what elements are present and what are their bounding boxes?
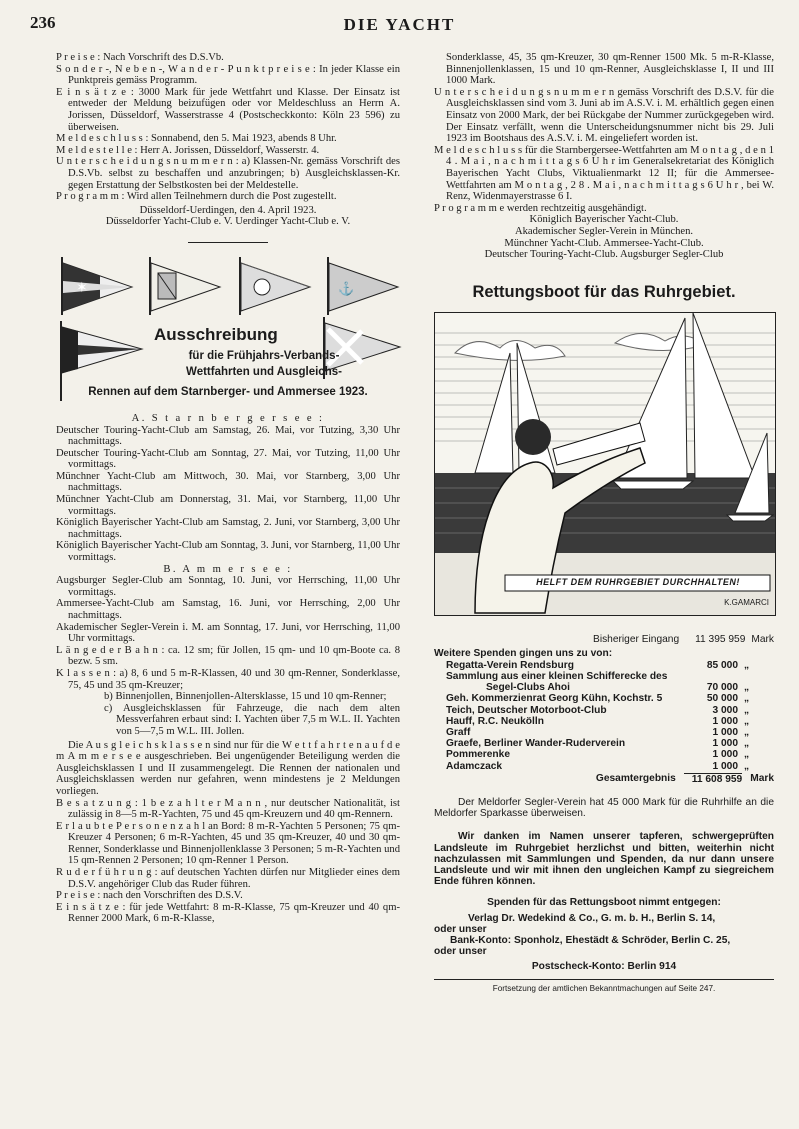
svg-text:⚓: ⚓ xyxy=(338,280,355,296)
prior-amount: 11 395 959 xyxy=(695,634,746,646)
besatzung-paragraph: B e s a t z u n g : 1 b e z a h l t e r M a n n , nur deutscher Nationalität, ist zulässig in 8—5 m-R-Yachten, 75 und 45 qm-Kreuzern und 40 qm-Rennern. xyxy=(56,797,400,821)
donation-list xyxy=(434,660,774,772)
donor-name: Graff xyxy=(446,726,471,738)
list-item: Münchner Yacht-Club am Mittwoch, 30. Mai, vor Starnberg, 3,00 Uhr nachmittags. xyxy=(56,470,400,494)
total-unit: Mark xyxy=(750,772,774,784)
total-label: Gesamtergebnis xyxy=(595,772,676,784)
rettungsboot-title: Rettungsboot für das Ruhrgebiet. xyxy=(472,282,736,301)
donor-name: Geh. Kommerzienrat Georg Kühn, Kochstr. 5 xyxy=(446,693,663,705)
pennant-kbyc-icon xyxy=(238,257,312,315)
einsaetze2-paragraph: E i n s ä t z e : für jede Wettfahrt: 8 m-R-Klasse, 75 qm-Kreuzer und 40 qm-Renner 2000 Mark, 6 m-R-Klasse, xyxy=(56,901,400,925)
donation-amount: 50 000 xyxy=(706,693,738,705)
signing-club-1: Königlich Bayerischer Yacht-Club. xyxy=(529,214,679,226)
ausschreibung-block xyxy=(56,321,400,413)
more-donations-label: Weitere Spenden gingen uns zu von: xyxy=(434,648,613,660)
klassen-c-paragraph: c) Ausgleichsklassen für Fahrzeuge, die nach dem alten Messverfahren erbaut sind: I. Yachten über 7,5 m W.L. II. Yachten von 5—7,5 m W.L. III. Jollen. xyxy=(104,702,400,737)
unterscheidung-paragraph: U n t e r s c h e i d u n g s n u m m e r n : a) Klassen-Nr. gemäss Vorschrift des D.S.Vb. selbst zu beschaffen und anzubringen; b) Ausgleichsklassen-Kr. gegen Erstattung der Selbstkosten bei der Meldestelle. xyxy=(56,156,400,191)
ruderfuehrung-paragraph: R u d e r f ü h r u n g : auf deutschen Yachten dürfen nur Mitglieder eines dem D.S.V. angehöriger Club das Ruder führen. xyxy=(56,867,400,890)
donation-row xyxy=(446,761,768,772)
place-date: Düsseldorf-Uerdingen, den 4. April 1923. xyxy=(139,204,317,216)
ditto-mark: „ xyxy=(744,693,750,705)
list-item: Ammersee-Yacht-Club am Samstag, 16. Juni, vor Herrsching, 2,00 Uhr nachmittags. xyxy=(56,598,400,621)
programm-paragraph: P r o g r a m m : Wird allen Teilnehmern durch die Post zugestellt. xyxy=(56,191,337,203)
einsaetze-continued: Sonderklasse, 45, 35 qm-Kreuzer, 30 qm-Renner 1500 Mk. 5 m-R-Klasse, Binnenjollenklassen, 15 und 10 qm-Renner, Ausgleichsklasse I, II und III 1000 Mark. xyxy=(446,52,774,87)
ditto-mark xyxy=(738,671,768,682)
pennant-asv-icon xyxy=(326,257,400,315)
donation-row xyxy=(446,671,768,682)
donor-name: Segel-Clubs Ahoi xyxy=(486,682,570,694)
donation-row xyxy=(446,705,768,716)
ausschreibung-line1: für die Frühjahrs-Verbands- xyxy=(188,349,340,362)
receiver-verlag: Verlag Dr. Wedekind & Co., G. m. b. H., Berlin S. 14, xyxy=(468,912,716,924)
page-number: 236 xyxy=(30,13,56,32)
pennant-dtyc-icon xyxy=(60,257,134,315)
ditto-mark: „ xyxy=(744,749,750,761)
donation-row xyxy=(446,660,768,671)
donor-name: Graefe, Berliner Wander-Ruderverein xyxy=(446,738,626,750)
ausschreibung-title: Ausschreibung xyxy=(154,324,278,344)
donation-amount: 85 000 xyxy=(706,659,738,671)
total-amount: 11 608 959 xyxy=(684,773,742,785)
receiver-oder-1: oder unser xyxy=(434,923,487,935)
list-item: Königlich Bayerischer Yacht-Club am Samstag, 2. Juni, vor Starnberg, 3,00 Uhr nachmittags. xyxy=(56,517,400,540)
donor-name: Teich, Deutscher Motorboot-Club xyxy=(446,704,607,716)
ausschreibung-line3: Rennen auf dem Starnberger- und Ammersee 1923. xyxy=(88,385,368,398)
klassen-paragraph: K l a s s e n : a) 8, 6 und 5 m-R-Klassen, 40 und 30 qm-Renner, Sonderklasse, 75, 45 und 35 qm-Kreuzer; xyxy=(56,667,400,691)
continuation-footnote: Fortsetzung der amtlichen Bekanntmachungen auf Seite 247. xyxy=(434,979,774,995)
rettungsboot-illustration xyxy=(434,312,776,616)
sonderpreise-paragraph: S o n d e r -, N e b e n -, W a n d e r - P u n k t p r e i s e : In jeder Klasse ein Punktpreis gemäss Programm. xyxy=(56,63,400,87)
receiver-postscheck: Postscheck-Konto: Berlin 914 xyxy=(531,961,677,973)
meldestelle-paragraph: M e l d e s t e l l e : Herr A. Jorissen, Düsseldorf, Wasserstr. 4. xyxy=(56,144,320,156)
donation-amount: 1 000 xyxy=(712,749,738,761)
preise2-paragraph: P r e i s e : nach den Vorschriften des D.S.V. xyxy=(56,890,243,902)
unterscheidung-right-paragraph: U n t e r s c h e i d u n g s n u m m e r n gemäss Vorschrift des D.S.V. für die Ausgleichsklassen sind vom 3. Juni ab im A.S.V. i. M. erhältlich gegen einen Einsatz von 2000 Mark, der bei Rückgabe der Nummer zurückgegeben wird. Der Einsatz verfällt, wenn die Unterscheidungsnummer nicht bis 29. Juli 1923 im Bootshaus des A.S.V. i. M. eingeliefert worden ist. xyxy=(434,86,774,145)
donor-name: Regatta-Verein Rendsburg xyxy=(446,659,574,671)
right-column xyxy=(434,52,774,994)
ausgleich-paragraph: Die A u s g l e i c h s k l a s s e n sind nur für die W e t t f a h r t e n a u f d e m A m m e r s e e ausgeschrieben. Bei ungenügender Beteiligung werden die Ausgleichsklassen I und II zusammengelegt. Die Rennen der nationalen und Ausgleichsklassen werden nur gefahren, wenn mindestens je 2 Meldungen vorliegen. xyxy=(56,739,400,797)
thanks-note: Wir danken im Namen unserer tapferen, schwergeprüften Landsleute im Ruhrgebiet herzlichst und bitten, weiterhin nicht nachzulassen mit Sammlungen und Spenden, da nur dann unsere Landsleute und wir mit ihnen den ungleichen Kampf zu siegreichem Ende führen können. xyxy=(434,831,774,888)
preise-paragraph: P r e i s e : Nach Vorschrift des D.S.Vb. xyxy=(56,52,224,63)
running-head: DIE YACHT xyxy=(343,15,456,34)
klassen-b-paragraph: b) Binnenjollen, Binnenjollen-Altersklasse, 15 und 10 qm-Renner; xyxy=(104,691,387,703)
ditto-mark: „ xyxy=(744,715,750,727)
donation-amount: 70 000 xyxy=(706,682,738,694)
donation-amount xyxy=(692,671,738,682)
meldorf-note: Der Meldorfer Segler-Verein hat 45 000 Mark für die Ruhrhilfe an die Meldorfer Sparkasse überweisen. xyxy=(434,796,774,820)
donation-row xyxy=(446,716,768,727)
meldeschluss-right-paragraph: M e l d e s c h l u s s für die Starnbergersee-Wettfahrten am M o n t a g , d e n 1 4 . M a i , n a c h m i t t a g s 6 U h r im Generalsekretariat des Königlich Bayerischen Yacht Clubs, Viktualienmarkt 12 II; für die Ammersee-Wettfahrten am M o n t a g , 2 8 . M a i , n a c h m i t t a g s 6 U h r , bei W. Renz, Widenmayerstrasse 6 I. xyxy=(434,144,774,203)
ditto-mark: „ xyxy=(744,682,750,694)
rower-sailboats-illustration-icon xyxy=(435,313,775,615)
grand-total-row xyxy=(434,773,774,785)
donation-amount: 1 000 xyxy=(712,738,738,750)
list-item: Akademischer Segler-Verein i. M. am Sonntag, 17. Juni, vor Herrsching, 11,00 Uhr vormittags. xyxy=(56,621,400,645)
signing-club-3: Münchner Yacht-Club. Ammersee-Yacht-Club. xyxy=(504,237,704,249)
club-pennants-row xyxy=(56,255,400,317)
svg-text:✶: ✶ xyxy=(76,280,88,296)
left-column xyxy=(56,52,400,925)
starnberg-list xyxy=(56,425,400,564)
donor-name: Pommerenke xyxy=(446,749,510,761)
list-item: Königlich Bayerischer Yacht-Club am Sonntag, 3. Juni, vor Starnberg, 11,00 Uhr vormittags. xyxy=(56,540,400,564)
ditto-mark: „ xyxy=(744,726,750,738)
prior-unit: Mark xyxy=(751,634,774,646)
donation-row xyxy=(446,727,768,738)
organizing-clubs: Düsseldorfer Yacht-Club e. V. Uerdinger Yacht-Club e. V. xyxy=(105,216,351,228)
receiver-heading: Spenden für das Rettungsboot nimmt entgegen: xyxy=(487,897,721,909)
illustration-signature: K.GAMARCI xyxy=(724,598,769,608)
list-item: Deutscher Touring-Yacht-Club am Sonntag, 27. Mai, vor Tutzing, 11,00 Uhr vormittags. xyxy=(56,447,400,471)
einsaetze-paragraph: E i n s ä t z e : 3000 Mark für jede Wettfahrt und Klasse. Der Einsatz ist entweder der Meldung beizufügen oder vor Meldeschluss an Herrn A. Jorissen, Düsseldorf, Wasserstrasse 4 (Postscheckkonto: Köln 23 596) zu überweisen. xyxy=(56,86,400,133)
section-divider xyxy=(188,242,268,243)
donor-name: Adamczack xyxy=(446,760,503,772)
donation-row xyxy=(446,682,768,693)
ditto-mark: „ xyxy=(744,760,750,772)
meldeschluss-paragraph: M e l d e s c h l u s s : Sonnabend, den 5. Mai 1923, abends 8 Uhr. xyxy=(56,133,337,145)
personenzahl-paragraph: E r l a u b t e P e r s o n e n z a h l an Bord: 8 m-R-Yachten 5 Personen; 75 qm-Kreuzer 4 Personen; 6 m-R-Yachten, 45 und 35 qm-Kreuzer, 40 und 30 qm-Renner, Sonderklasse und Binnenjollenklasse 3 Personen; 5 m-R-Yachten und 15 qm-Rennen 2 Personen; 10 qm-Renner 1 Person. xyxy=(56,820,400,867)
signing-club-2: Akademischer Segler-Verein in München. xyxy=(514,225,694,237)
donation-section xyxy=(434,634,774,994)
ditto-mark: „ xyxy=(744,659,750,671)
list-item: Deutscher Touring-Yacht-Club am Samstag, 26. Mai, vor Tutzing, 3,30 Uhr nachmittags. xyxy=(56,424,400,448)
donation-amount: 1 000 xyxy=(712,715,738,727)
laenge-paragraph: L ä n g e d e r B a h n : ca. 12 sm; für Jollen, 15 qm- und 10 qm-Boote ca. 8 bezw. 5 sm. xyxy=(56,644,400,668)
ausschreibung-line2: Wettfahrten und Ausgleichs- xyxy=(186,365,342,378)
list-item: Münchner Yacht-Club am Donnerstag, 31. Mai, vor Starnberg, 11,00 Uhr vormittags. xyxy=(56,494,400,517)
donor-name: Hauff, R.C. Neukölln xyxy=(446,715,544,727)
programme-paragraph: P r o g r a m m e werden rechtzeitig ausgehändigt. xyxy=(434,202,647,214)
donation-amount: 3 000 xyxy=(712,704,738,716)
ditto-mark: „ xyxy=(744,704,750,716)
donation-row xyxy=(446,738,768,749)
illustration-banner: HELFT DEM RUHRGEBIET DURCHHALTEN! xyxy=(536,577,740,588)
donation-row xyxy=(446,693,768,704)
ammersee-list xyxy=(56,575,400,645)
list-item: Augsburger Segler-Club am Sonntag, 10. Juni, vor Herrsching, 11,00 Uhr vormittags. xyxy=(56,575,400,598)
prior-total-row xyxy=(434,634,774,645)
starnberg-heading: A. S t a r n b e r g e r s e e : xyxy=(131,412,325,424)
ammersee-heading: B. A m m e r s e e : xyxy=(163,563,293,575)
receiver-bank: Bank-Konto: Sponholz, Ehestädt & Schröder, Berlin C. 25, xyxy=(450,934,731,946)
prior-label: Bisheriger Eingang xyxy=(593,634,680,646)
pennant-myc-icon xyxy=(148,257,222,315)
receiver-oder-2: oder unser xyxy=(434,946,487,958)
signing-club-4: Deutscher Touring-Yacht-Club. Augsburger Segler-Club xyxy=(484,249,724,261)
donor-name: Sammlung aus einer kleinen Schifferecke des xyxy=(446,670,668,682)
donation-amount: 1 000 xyxy=(712,760,738,772)
donation-row xyxy=(446,749,768,760)
donation-amount: 1 000 xyxy=(712,726,738,738)
ditto-mark: „ xyxy=(744,738,750,750)
